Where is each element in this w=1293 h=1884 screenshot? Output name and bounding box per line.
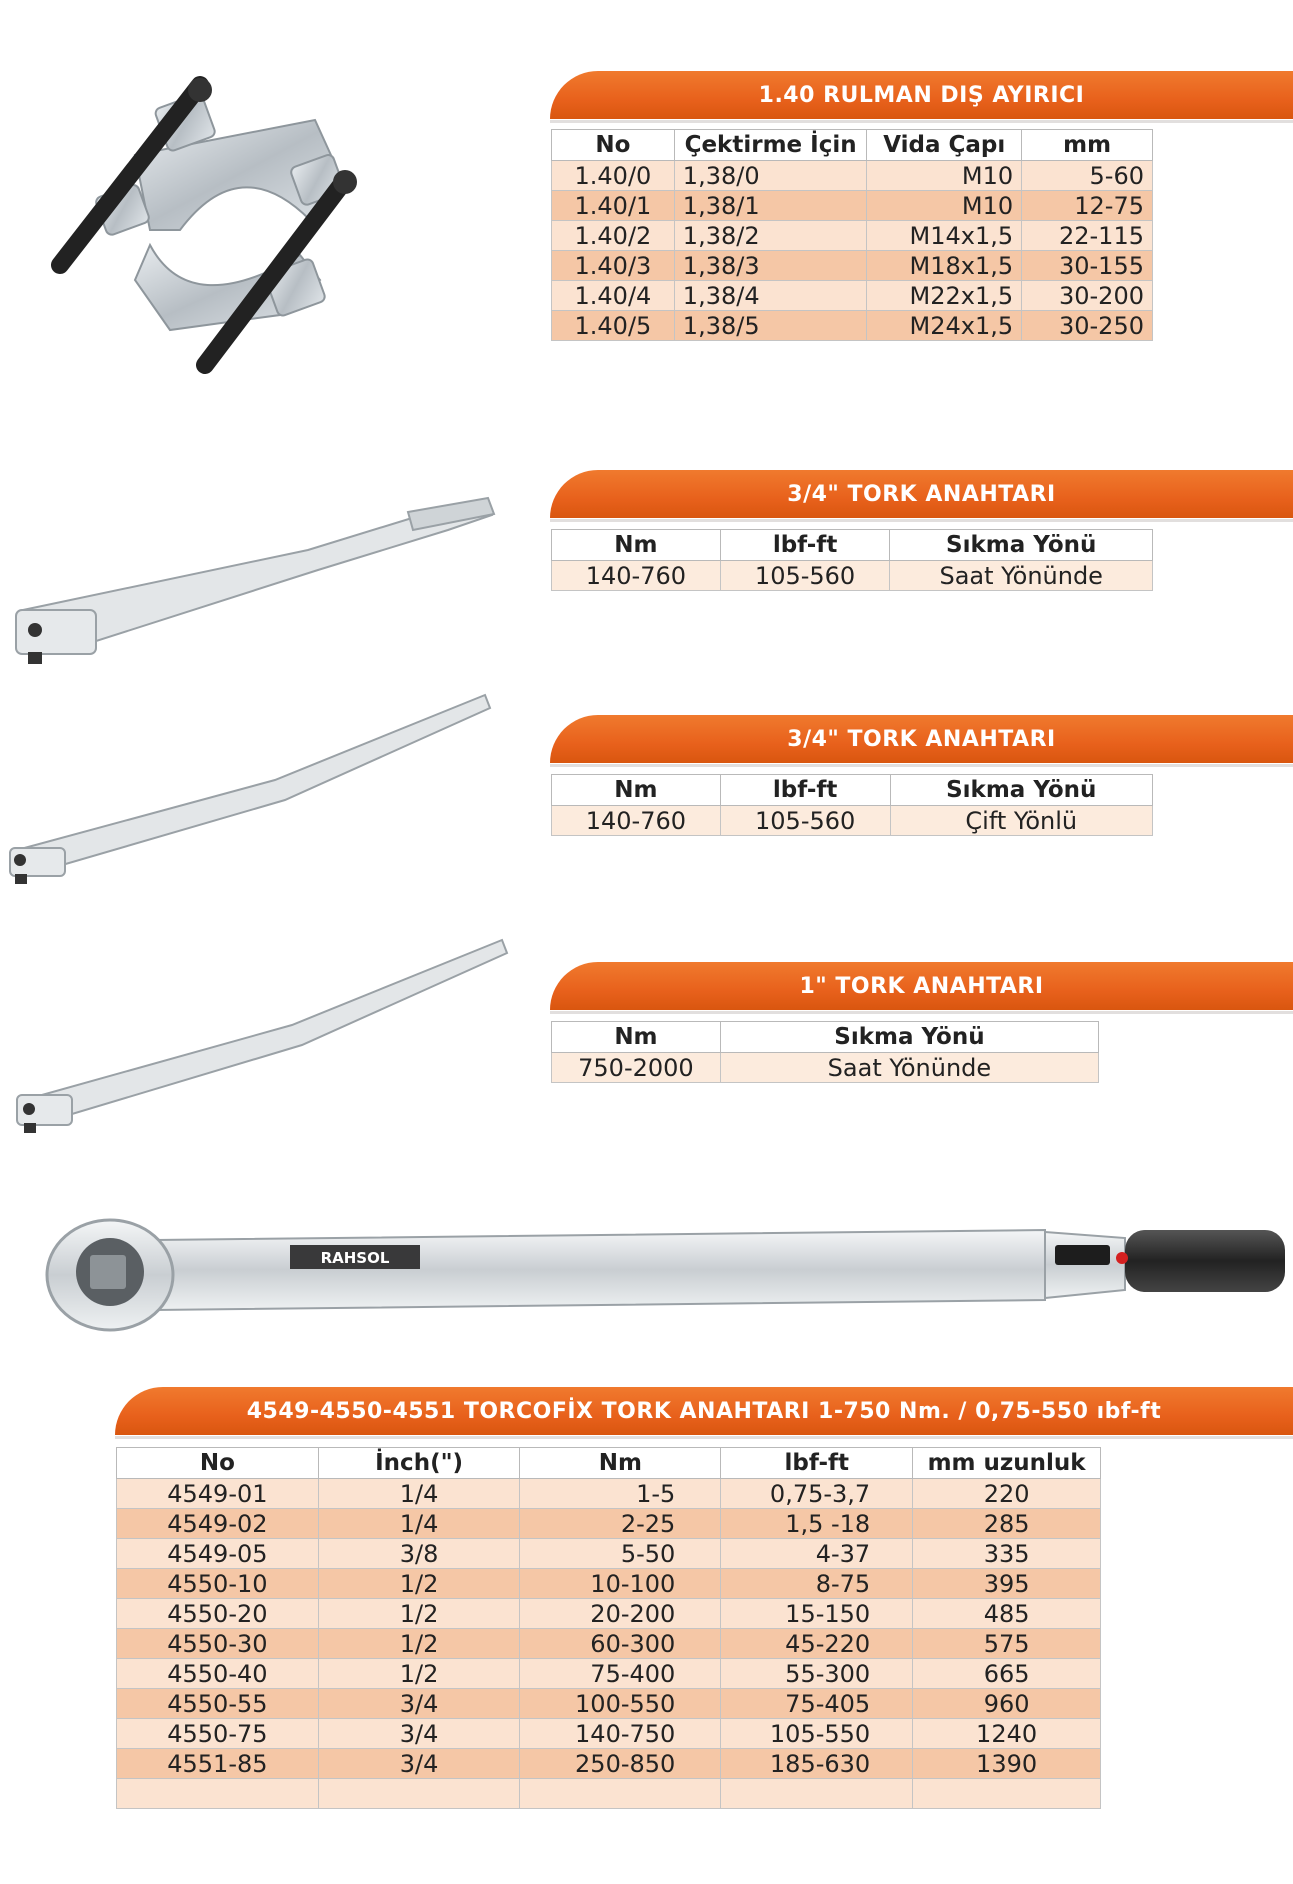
cell: 1,38/0 [674,161,867,191]
cell: 4550-75 [117,1719,319,1749]
table-row [552,1053,1099,1083]
table-row [117,1569,1101,1599]
cell: 250-850 [520,1749,721,1779]
cell: 0,75-3,7 [721,1479,913,1509]
cell: Çift Yönlü [890,806,1152,836]
bearing-separator-image [40,80,380,400]
table-row [117,1539,1101,1569]
cell: 960 [913,1689,1101,1719]
table-row [552,221,1153,251]
cell: 3/8 [318,1539,520,1569]
col-header-thread: Vida Çapı [867,130,1022,161]
table-row [552,251,1153,281]
col-header-direction: Sıkma Yönü [890,775,1152,806]
cell: 30-200 [1022,281,1153,311]
cell: 75-400 [520,1659,721,1689]
table-row [117,1509,1101,1539]
cell: 1/2 [318,1629,520,1659]
table-row [117,1629,1101,1659]
cell: 185-630 [721,1749,913,1779]
table-row [117,1479,1101,1509]
cell: 8-75 [721,1569,913,1599]
cell: 1,38/3 [674,251,867,281]
cell: 4550-30 [117,1629,319,1659]
cell: 4549-02 [117,1509,319,1539]
table-row [552,561,1153,591]
table-row [552,191,1153,221]
cell: 3/4 [318,1749,520,1779]
bearing-separator-table [551,129,1153,341]
cell: M24x1,5 [867,311,1022,341]
cell: 45-220 [721,1629,913,1659]
cell: 30-155 [1022,251,1153,281]
cell: 1/2 [318,1599,520,1629]
cell: 55-300 [721,1659,913,1689]
col-header-nm: Nm [552,530,721,561]
table-row [117,1719,1101,1749]
cell: 1.40/3 [552,251,675,281]
col-header-puller: Çektirme İçin [674,130,867,161]
cell: 4550-20 [117,1599,319,1629]
cell: M10 [867,191,1022,221]
cell: 4550-10 [117,1569,319,1599]
col-header-no: No [552,130,675,161]
cell: 4551-85 [117,1749,319,1779]
cell: 1390 [913,1749,1101,1779]
cell: 22-115 [1022,221,1153,251]
col-header-mm: mm [1022,130,1153,161]
col-header-direction: Sıkma Yönü [720,1022,1098,1053]
table-row [117,1749,1101,1779]
cell: Saat Yönünde [720,1053,1098,1083]
cell: 20-200 [520,1599,721,1629]
table-row [117,1689,1101,1719]
col-header-lbfft: lbf-ft [720,775,890,806]
table-row [117,1599,1101,1629]
torque-wrench-a-image [8,490,498,680]
cell: 5-50 [520,1539,721,1569]
cell: 1.40/2 [552,221,675,251]
cell [318,1779,520,1809]
torque-wrench-b-table [551,774,1153,836]
col-header-no: No [117,1448,319,1479]
cell: 1240 [913,1719,1101,1749]
cell: M10 [867,161,1022,191]
cell: 1.40/5 [552,311,675,341]
col-header-lbfft: lbf-ft [720,530,890,561]
torcofix-table [116,1447,1101,1809]
torque-wrench-b-image [5,690,495,890]
cell: M22x1,5 [867,281,1022,311]
torque-wrench-c-image [12,935,502,1135]
cell [520,1779,721,1809]
cell [721,1779,913,1809]
cell [117,1779,319,1809]
col-header-nm: Nm [552,1022,721,1053]
table-row [552,311,1153,341]
cell: 105-560 [720,806,890,836]
cell: 12-75 [1022,191,1153,221]
cell: 4549-05 [117,1539,319,1569]
cell: 3/4 [318,1719,520,1749]
cell: Saat Yönünde [890,561,1153,591]
col-header-lbfft: lbf-ft [721,1448,913,1479]
cell: 1-5 [520,1479,721,1509]
cell: 140-750 [520,1719,721,1749]
cell: 1,38/1 [674,191,867,221]
col-header-nm: Nm [520,1448,721,1479]
torque-wrench-c-title: 1" TORK ANAHTARI [550,962,1293,1010]
cell: 4-37 [721,1539,913,1569]
cell: 105-560 [720,561,890,591]
cell: 285 [913,1509,1101,1539]
cell: 485 [913,1599,1101,1629]
cell [913,1779,1101,1809]
cell: 140-760 [552,561,721,591]
cell: 5-60 [1022,161,1153,191]
cell: 3/4 [318,1689,520,1719]
table-row [117,1659,1101,1689]
col-header-length: mm uzunluk [913,1448,1101,1479]
torque-wrench-b-title: 3/4" TORK ANAHTARI [550,715,1293,763]
col-header-nm: Nm [552,775,721,806]
cell: 750-2000 [552,1053,721,1083]
cell: 1.40/0 [552,161,675,191]
cell: 105-550 [721,1719,913,1749]
table-row-empty [117,1779,1101,1809]
torque-wrench-c-table [551,1021,1099,1083]
cell: 4550-55 [117,1689,319,1719]
col-header-inch: İnch(") [318,1448,520,1479]
cell: 10-100 [520,1569,721,1599]
cell: 220 [913,1479,1101,1509]
cell: 4549-01 [117,1479,319,1509]
col-header-direction: Sıkma Yönü [890,530,1153,561]
cell: 335 [913,1539,1101,1569]
table-row [552,806,1153,836]
cell: 15-150 [721,1599,913,1629]
torque-wrench-a-title: 3/4" TORK ANAHTARI [550,470,1293,518]
table-row [552,161,1153,191]
bearing-separator-title: 1.40 RULMAN DIŞ AYIRICI [550,71,1293,119]
cell: 1/2 [318,1569,520,1599]
cell: 30-250 [1022,311,1153,341]
cell: 1,38/5 [674,311,867,341]
cell: 575 [913,1629,1101,1659]
cell: 140-760 [552,806,721,836]
torque-wrench-a-table [551,529,1153,591]
cell: 4550-40 [117,1659,319,1689]
cell: 100-550 [520,1689,721,1719]
cell: M14x1,5 [867,221,1022,251]
cell: 1.40/1 [552,191,675,221]
cell: 1/4 [318,1509,520,1539]
cell: 1,38/4 [674,281,867,311]
cell: 665 [913,1659,1101,1689]
torcofix-wrench-image [45,1210,1290,1350]
table-row [552,281,1153,311]
cell: M18x1,5 [867,251,1022,281]
cell: 75-405 [721,1689,913,1719]
cell: 60-300 [520,1629,721,1659]
torcofix-title: 4549-4550-4551 TORCOFİX TORK ANAHTARI 1-750 Nm. / 0,75-550 ıbf-ft [115,1387,1293,1435]
cell: 1.40/4 [552,281,675,311]
cell: 1,5 -18 [721,1509,913,1539]
cell: 2-25 [520,1509,721,1539]
cell: 395 [913,1569,1101,1599]
cell: 1/2 [318,1659,520,1689]
wrench-brand-label: RAHSOL [320,1249,390,1267]
cell: 1,38/2 [674,221,867,251]
cell: 1/4 [318,1479,520,1509]
